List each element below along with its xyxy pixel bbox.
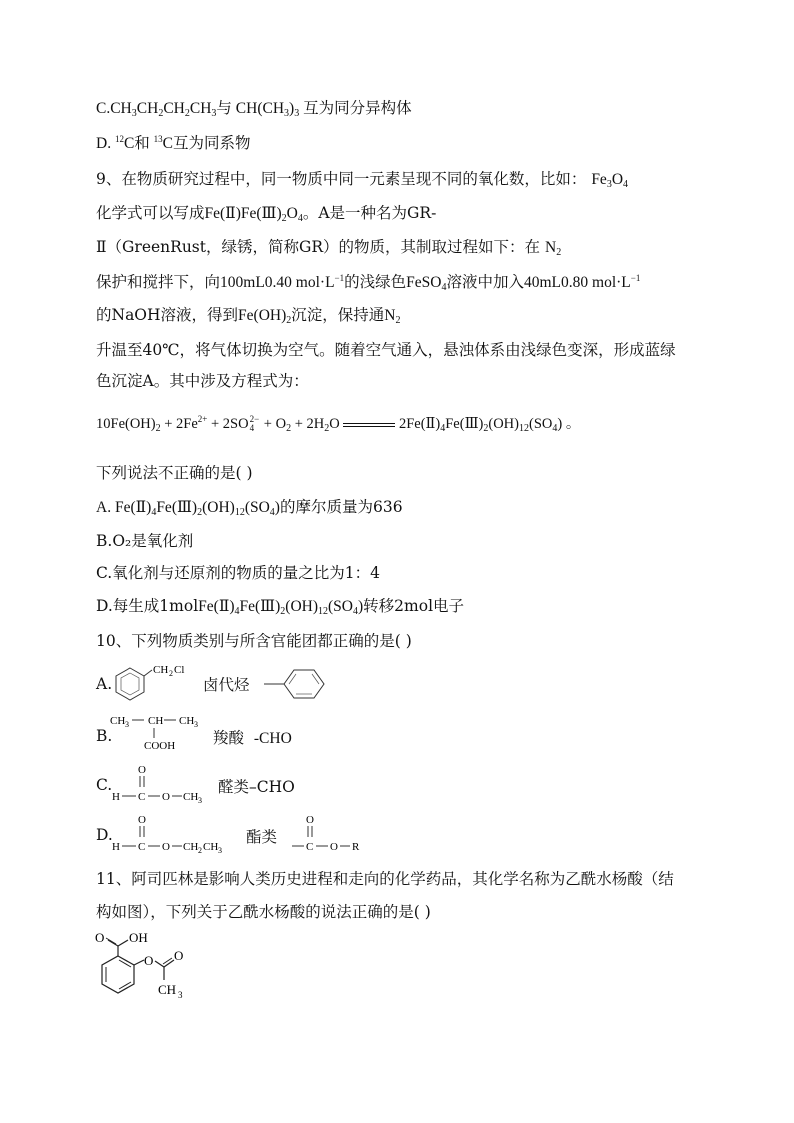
svg-text:C: C bbox=[138, 841, 146, 853]
phenyl-group-structure bbox=[262, 664, 334, 704]
svg-text:CH: CH bbox=[183, 841, 199, 853]
svg-text:O: O bbox=[95, 930, 105, 945]
q9-stem-line-1: 9、在物质研究过程中，同一物质中同一元素呈现不同的氧化数，比如： $Fe_3O_4$ bbox=[96, 170, 629, 190]
svg-text:H: H bbox=[112, 841, 120, 853]
ester-group-structure bbox=[290, 812, 370, 856]
svg-text:3: 3 bbox=[194, 720, 198, 729]
q8-option-d: D. $^{12}$C和 $^{13}$C互为同系物 bbox=[96, 134, 251, 152]
svg-text:OH: OH bbox=[129, 930, 148, 945]
q9-option-d: D.每生成$1molFe(Ⅱ)_4Fe(Ⅲ)_2(OH)_{12}(SO_4)$转移2mol电子 bbox=[96, 597, 465, 617]
svg-text:O: O bbox=[162, 841, 170, 853]
q9-stem-line-4: 保护和搅拌下，向100mL0.40 $mol\cdot L^{-1}$的浅绿色FeSO$_4$溶液中加入40mL0.80 $mol\cdot L^{-1}$ bbox=[96, 273, 641, 293]
svg-text:CH: CH bbox=[183, 791, 199, 803]
q10-d-class: 酯类 bbox=[246, 828, 278, 846]
q9-question: 下列说法不正确的是( ) bbox=[96, 464, 253, 482]
svg-text:2: 2 bbox=[169, 669, 173, 678]
svg-text:O: O bbox=[306, 814, 314, 826]
svg-text:O: O bbox=[162, 791, 170, 803]
svg-text:COOH: COOH bbox=[144, 740, 176, 752]
svg-text:O: O bbox=[144, 953, 154, 968]
q11-stem-line-1: 11、阿司匹林是影响人类历史进程和走向的化学药品，其化学名称为乙酰水杨酸（结 bbox=[96, 870, 674, 888]
methyl-formate-structure bbox=[110, 762, 210, 804]
q9-equation: $10Fe(OH)_2 + 2Fe^{2+} + 2SO$ 2− 4 + $O_2 + 2H_2O$ $2Fe(Ⅱ)_4Fe(Ⅲ)_2(OH)_{12}(SO_4)$ 。 bbox=[96, 413, 581, 434]
q11-stem-line-2: 构如图），下列关于乙酰水杨酸的说法正确的是( ) bbox=[96, 903, 431, 921]
q10-a-class: 卤代烃 bbox=[203, 676, 250, 694]
q9-stem-line-3: Ⅱ（GreenRust，绿锈，简称GR）的物质，其制取过程如下：在 $N_2$ bbox=[96, 238, 562, 258]
svg-text:O: O bbox=[138, 764, 146, 776]
isobutyric-acid-structure bbox=[108, 712, 208, 752]
q10-stem: 10、下列物质类别与所含官能团都正确的是( ) bbox=[96, 632, 412, 650]
svg-text:H: H bbox=[112, 791, 120, 803]
svg-text:O: O bbox=[330, 841, 338, 853]
q9-stem-line-7: 色沉淀A。其中涉及方程式为： bbox=[96, 372, 309, 390]
svg-text:O: O bbox=[174, 948, 184, 963]
svg-text:3: 3 bbox=[178, 990, 183, 1000]
svg-text:C: C bbox=[138, 791, 146, 803]
svg-text:O: O bbox=[138, 814, 146, 826]
aspirin-structure bbox=[92, 928, 202, 1010]
svg-text:2: 2 bbox=[198, 846, 202, 855]
q9-stem-line-2: 化学式可以写成$Fe(Ⅱ)Fe(Ⅲ)_2O_4$。A是一种名为GR- bbox=[96, 204, 437, 224]
q10-d-label: D. bbox=[96, 826, 113, 844]
svg-text:CH: CH bbox=[158, 982, 177, 997]
svg-text:3: 3 bbox=[125, 720, 129, 729]
q10-c-label: C. bbox=[96, 776, 113, 794]
svg-text:CH: CH bbox=[203, 841, 219, 853]
q9-option-c: C.氧化剂与还原剂的物质的量之比为1：4 bbox=[96, 564, 380, 582]
svg-text:3: 3 bbox=[198, 796, 202, 804]
q10-b-class: 羧酸 -CHO bbox=[213, 729, 292, 747]
svg-text:CH: CH bbox=[153, 664, 169, 676]
svg-text:R: R bbox=[352, 841, 360, 853]
q9-stem-line-5: 的NaOH溶液，得到$Fe(OH)_2$沉淀，保持通$N_2$ bbox=[96, 306, 401, 326]
svg-text:C: C bbox=[306, 841, 314, 853]
svg-text:CH: CH bbox=[179, 715, 195, 727]
svg-text:3: 3 bbox=[218, 846, 222, 855]
q9-option-b: B.O₂是氧化剂 bbox=[96, 532, 194, 550]
q10-a-label: A. bbox=[96, 675, 113, 693]
q8-option-c: $C.CH_3CH_2CH_2CH_3$与 $CH(CH_3)_3$ 互为同分异构体 bbox=[96, 100, 412, 119]
q10-c-class: 醛类–CHO bbox=[218, 778, 295, 796]
svg-text:Cl: Cl bbox=[174, 664, 185, 676]
q9-option-a: A. $Fe(Ⅱ)_4Fe(Ⅲ)_2(OH)_{12}(SO_4)$的摩尔质量为636 bbox=[96, 498, 403, 518]
svg-text:CH: CH bbox=[148, 715, 164, 727]
ethyl-formate-structure bbox=[110, 812, 240, 856]
q10-b-label: B. bbox=[96, 727, 113, 745]
q9-stem-line-6: 升温至40℃，将气体切换为空气。随着空气通入，悬浊体系由浅绿色变深，形成蓝绿 bbox=[96, 341, 676, 359]
svg-text:CH: CH bbox=[110, 715, 126, 727]
benzyl-chloride-structure bbox=[110, 660, 200, 706]
